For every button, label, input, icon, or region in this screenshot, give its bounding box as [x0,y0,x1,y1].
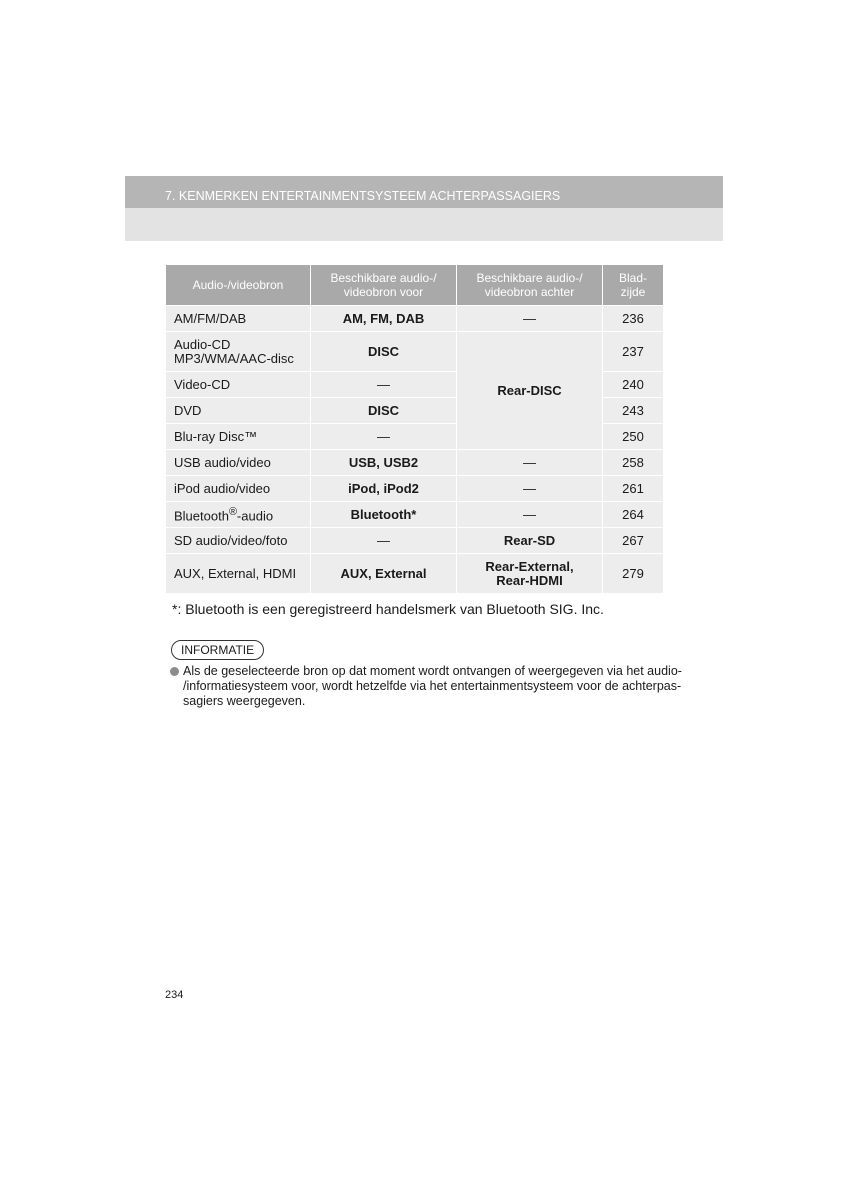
table-row [166,476,664,502]
rear-cell: Rear-SD [457,528,603,554]
front-cell: — [311,372,457,398]
info-bullet-item [170,664,682,709]
rear-cell: Rear-External, Rear-HDMI [457,554,603,594]
header-front: Beschikbare audio-/ videobron voor [311,265,457,306]
rear-cell: — [457,476,603,502]
source-cell: iPod audio/video [166,476,311,502]
footnote: *: Bluetooth is een geregistreerd handelsmerk van Bluetooth SIG. Inc. [172,601,604,617]
section-header [125,176,723,208]
source-cell: USB audio/video [166,450,311,476]
page-cell: 237 [603,332,664,372]
source-cell: AM/FM/DAB [166,306,311,332]
front-cell: DISC [311,398,457,424]
source-cell: DVD [166,398,311,424]
front-cell: Bluetooth* [311,502,457,528]
table-row [166,502,664,528]
source-cell: Audio-CD MP3/WMA/AAC-disc [166,332,311,372]
table-row [166,554,664,594]
source-cell: Bluetooth®-audio [166,502,311,528]
info-text: Als de geselecteerde bron op dat moment wordt ontvangen of weergegeven via het audio- /informatiesysteem voor, wordt hetzelfde via het entertainmentsysteem voor de achterpas- sagiers weergegeven. [183,664,682,708]
page-cell: 279 [603,554,664,594]
page-cell: 243 [603,398,664,424]
rear-cell: — [457,306,603,332]
table-row [166,528,664,554]
front-cell: AUX, External [311,554,457,594]
page-cell: 261 [603,476,664,502]
bullet-icon [170,667,179,676]
rear-cell: Rear-DISC [457,332,603,450]
info-badge: INFORMATIE [171,640,264,660]
front-cell: USB, USB2 [311,450,457,476]
page-cell: 258 [603,450,664,476]
page-cell: 240 [603,372,664,398]
page-cell: 236 [603,306,664,332]
section-header-band [125,208,723,241]
source-cell: Video-CD [166,372,311,398]
table-row [166,450,664,476]
source-cell: SD audio/video/foto [166,528,311,554]
rear-cell: — [457,450,603,476]
section-title: 7. KENMERKEN ENTERTAINMENTSYSTEEM ACHTERPASSAGIERS [165,189,561,203]
source-cell: Blu-ray Disc™ [166,424,311,450]
page-cell: 267 [603,528,664,554]
table-header-row [166,265,664,306]
front-cell: AM, FM, DAB [311,306,457,332]
front-cell: — [311,528,457,554]
front-cell: — [311,424,457,450]
header-page: Blad- zijde [603,265,664,306]
header-rear: Beschikbare audio-/ videobron achter [457,265,603,306]
source-table [165,264,664,594]
front-cell: DISC [311,332,457,372]
table-row [166,306,664,332]
source-cell: AUX, External, HDMI [166,554,311,594]
page-cell: 250 [603,424,664,450]
header-source: Audio-/videobron [166,265,311,306]
rear-cell: — [457,502,603,528]
page-number: 234 [165,989,184,1001]
table-row [166,332,664,372]
front-cell: iPod, iPod2 [311,476,457,502]
page-cell: 264 [603,502,664,528]
